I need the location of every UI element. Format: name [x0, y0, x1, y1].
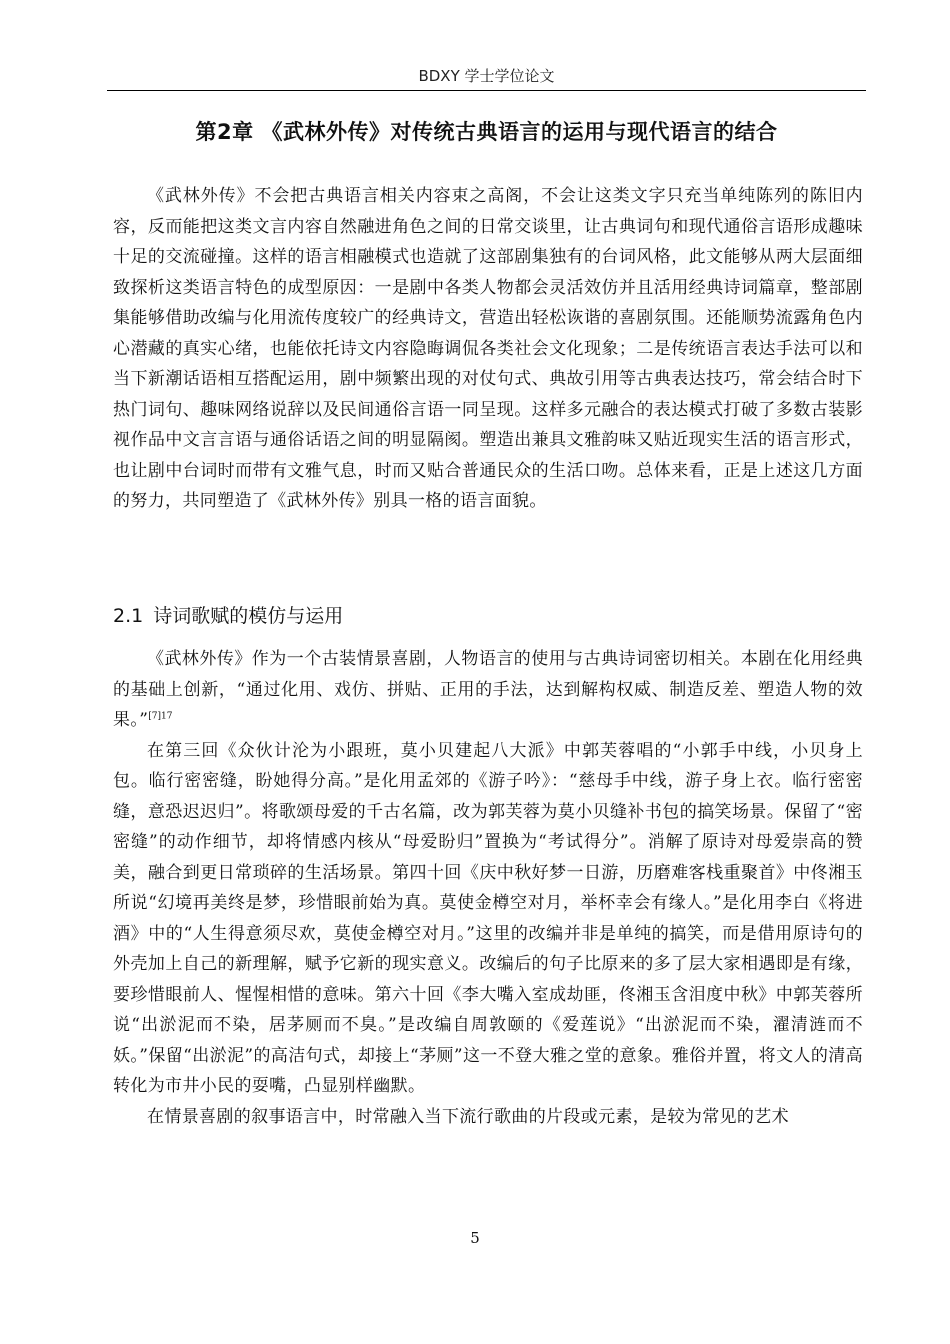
section-body — [113, 644, 863, 1132]
section-paragraph-1 — [113, 644, 863, 736]
running-header: BDXY 学士学位论文 — [418, 67, 555, 85]
section-number: 2.1 — [113, 605, 144, 627]
section-paragraph-2: 在第三回《众伙计沦为小跟班，莫小贝建起八大派》中郭芙蓉唱的“小郭手中线，小贝身上包。临行密密缝，盼她得分高。”是化用孟郊的《游子吟》：“慈母手中线，游子身上衣。临行密密缝，意恐迟迟归”。将歌颂母爱的千古名篇，改为郭芙蓉为莫小贝缝补书包的搞笑场景。保留了“密密缝”的动作细节，却将情感内核从“母爱盼归”置换为“考试得分”。消解了原诗对母爱崇高的赞美，融合到更日常琐碎的生活场景。第四十回《庆中秋好梦一日游，历磨难客栈重聚首》中佟湘玉所说“幻境再美终是梦，珍惜眼前始为真。莫使金樽空对月，举杯幸会有缘人。”是化用李白《将进酒》中的“人生得意须尽欢，莫使金樽空对月。”这里的改编并非是单纯的搞笑，而是借用原诗句的外壳加上自己的新理解，赋予它新的现实意义。改编后的句子比原来的多了层大家相遇即是有缘，要珍惜眼前人、惺惺相惜的意味。第六十回《李大嘴入室成劫匪，佟湘玉含泪度中秋》中郭芙蓉所说“出淤泥而不染，居茅厕而不臭。”是改编自周敦颐的《爱莲说》“出淤泥而不染，濯清涟而不妖。”保留“出淤泥”的高洁句式，却接上“茅厕”这一不登大雅之堂的意象。雅俗并置，将文人的清高转化为市井小民的耍嘴，凸显别样幽默。 — [113, 740, 863, 1096]
page-number: 5 — [470, 1229, 480, 1247]
paragraph-text: 《武林外传》作为一个古装情景喜剧，人物语言的使用与古典诗词密切相关。本剧在化用经典的基础上创新，“通过化用、戏仿、拼贴、正用的手法，达到解构权威、制造反差、塑造人物的效果。” — [113, 649, 863, 730]
citation-marker: [7]17 — [148, 711, 173, 722]
section-title: 诗词歌赋的模仿与运用 — [153, 605, 344, 627]
section-paragraph-3: 在情景喜剧的叙事语言中，时常融入当下流行歌曲的片段或元素，是较为常见的艺术 — [147, 1106, 789, 1127]
section-heading — [113, 602, 343, 630]
chapter-title: 第2章 《武林外传》对传统古典语言的运用与现代语言的结合 — [195, 120, 778, 144]
header-rule — [107, 90, 866, 91]
intro-paragraph: 《武林外传》不会把古典语言相关内容束之高阁，不会让这类文字只充当单纯陈列的陈旧内容，反而能把这类文言内容自然融进角色之间的日常交谈里，让古典词句和现代通俗言语形成趣味十足的交流碰撞。这样的语言相融模式也造就了这部剧集独有的台词风格，此文能够从两大层面细致探析这类语言特色的成型原因：一是剧中各类人物都会灵活效仿并且活用经典诗词篇章，整部剧集能够借助改编与化用流传度较广的经典诗文，营造出轻松诙谐的喜剧氛围。还能顺势流露角色内心潜藏的真实心绪，也能依托诗文内容隐晦调侃各类社会文化现象；二是传统语言表达手法可以和当下新潮话语相互搭配运用，剧中频繁出现的对仗句式、典故引用等古典表达技巧，常会结合时下热门词句、趣味网络说辞以及民间通俗言语一同呈现。这样多元融合的表达模式打破了多数古装影视作品中文言言语与通俗话语之间的明显隔阂。塑造出兼具文雅韵味又贴近现实生活的语言形式，也让剧中台词时而带有文雅气息，时而又贴合普通民众的生活口吻。总体来看，正是上述这几方面的努力，共同塑造了《武林外传》别具一格的语言面貌。 — [113, 186, 863, 511]
intro-body — [113, 181, 863, 517]
